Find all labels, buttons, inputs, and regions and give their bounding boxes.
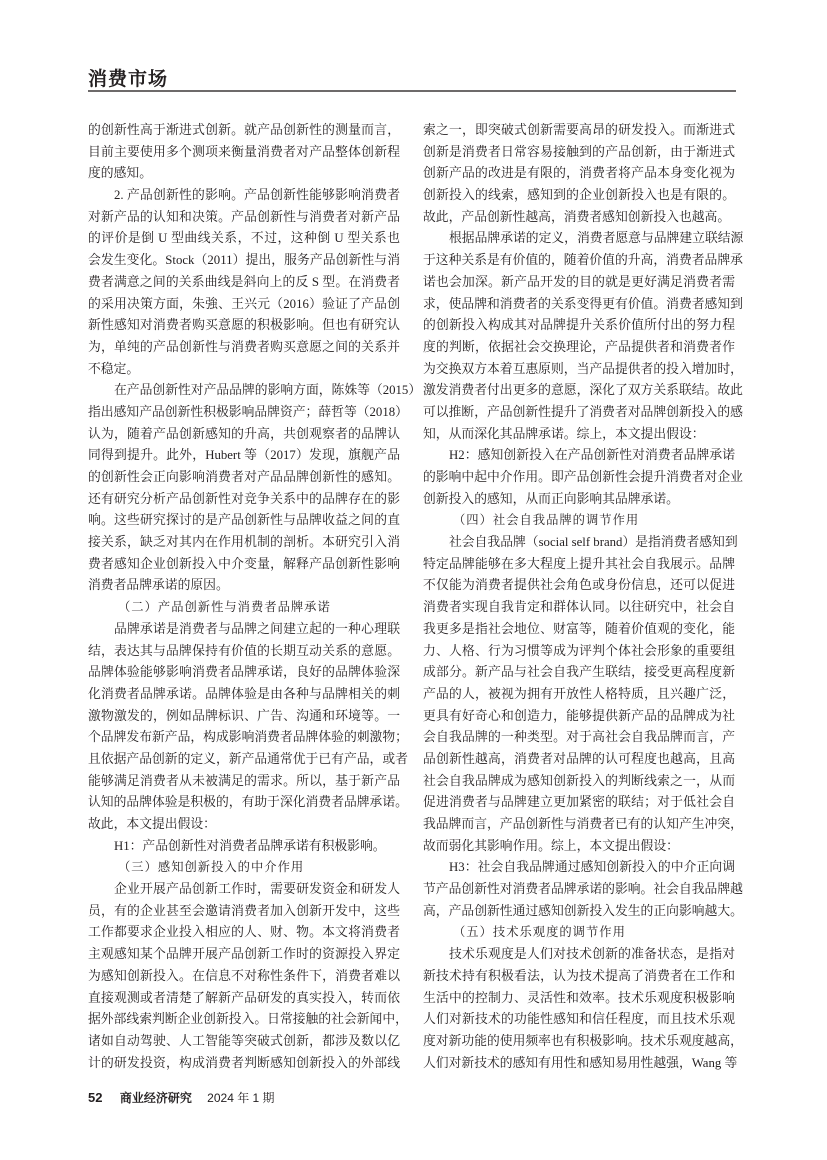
text-line: 认知的品牌体验是积极的，有助于深化消费者品牌承诺。 (88, 795, 408, 810)
paragraph (88, 836, 400, 858)
text-line: 品牌体验能够影响消费者品牌承诺，良好的品牌体验深 (88, 665, 400, 680)
page-footer (88, 1089, 275, 1106)
paragraph (88, 380, 422, 597)
text-line: 接关系，缺乏对其内在作用机制的剖析。本研究引入消 (88, 535, 400, 550)
paragraph (423, 944, 743, 1074)
text-line: 2. 产品创新性的影响。产品创新性能够影响消费者 (114, 188, 400, 203)
text-line: 求，使品牌和消费者的关系变得更有价值。消费者感知到 (423, 296, 743, 311)
text-line: 根据品牌承诺的定义，消费者愿意与品牌建立联结源 (449, 231, 744, 246)
text-line: 可以推断，产品创新性提升了消费者对品牌创新投入的感 (423, 404, 743, 419)
text-line: 故此，产品创新性越高，消费者感知创新投入也越高。 (423, 209, 731, 224)
text-line: 响。这些研究探讨的是产品创新性与品牌收益之间的直 (88, 513, 400, 528)
section-heading (88, 857, 400, 879)
text-line: 知，从而深化其品牌承诺。综上，本文提出假设： (423, 426, 705, 441)
left-column (88, 120, 422, 1074)
paragraph (423, 445, 743, 510)
text-line: 认为，随着产品创新感知的升高，共创观察者的品牌认 (88, 426, 400, 441)
paragraph (88, 185, 400, 380)
paragraph (423, 532, 743, 857)
text-line: 为感知创新投入。在信息不对称性条件下，消费者难以 (88, 968, 400, 983)
text-line: 节产品创新性对消费者品牌承诺的影响。社会自我品牌越 (423, 882, 743, 897)
text-line: 技术乐观度是人们对技术创新的准备状态，是指对 (449, 947, 735, 962)
text-line: 激物激发的，例如品牌标识、广告、沟通和环境等。一 (88, 708, 400, 723)
text-line: 目前主要使用多个测项来衡量消费者对产品整体创新程 (88, 144, 400, 159)
text-line: 个品牌发布新产品，构成影响消费者品牌体验的刺激物； (88, 730, 408, 745)
text-line: 社会自我品牌（social self brand）是指消费者感知到 (449, 535, 738, 550)
header-rule (88, 90, 736, 92)
text-line: 费者感知企业创新投入中介变量，解释产品创新性影响 (88, 556, 400, 571)
text-line: H1：产品创新性对消费者品牌承诺有积极影响。 (114, 838, 386, 853)
paragraph (423, 857, 743, 922)
text-line: 更具有好奇心和创造力，能够提供新产品的品牌成为社 (423, 708, 735, 723)
text-line: 力、人格、行为习惯等成为评判个体社会形象的重要组 (423, 643, 735, 658)
text-line: 费者满意之间的关系曲线是斜向上的反 S 型。在消费者 (88, 274, 400, 289)
text-line: 我品牌而言，产品创新性与消费者已有的认知产生冲突， (423, 817, 743, 831)
text-line: 直接观测或者清楚了解新产品研发的真实投入，转而依 (88, 990, 400, 1005)
section-heading (423, 922, 735, 944)
text-line: H3：社会自我品牌通过感知创新投入的中介正向调 (449, 860, 735, 875)
text-line: 同得到提升。此外，Hubert 等（2017）发现，旗舰产品 (88, 448, 400, 463)
text-line: 索之一，即突破式创新需要高昂的研发投入。而渐进式 (423, 123, 735, 137)
text-line: 在产品创新性对产品品牌的影响方面，陈姝等（2015） (114, 383, 422, 398)
text-line: 的创新性会正向影响消费者对产品品牌创新性的感知。 (88, 470, 400, 484)
text-line: 会发生变化。Stock（2011）提出，服务产品创新性与消 (88, 253, 400, 268)
text-line: 产品的人，被视为拥有开放性人格特质，且兴趣广泛， (423, 686, 735, 701)
text-line: 诺也会加深。新产品开发的目的就是更好满足消费者需 (423, 274, 735, 289)
text-line: 创新是消费者日常容易接触到的产品创新，由于渐进式 (423, 144, 735, 159)
text-line: 的创新投入构成其对品牌提升关系价值所付出的努力程 (423, 318, 735, 333)
text-line: （四）社会自我品牌的调节作用 (453, 513, 640, 528)
text-line: 的创新性高于渐进式创新。就产品创新性的测量而言， (88, 123, 400, 137)
text-line: 工作都要求企业投入相应的人、财、物。本文将消费者 (88, 925, 400, 940)
text-line: 员，有的企业甚至会邀请消费者加入创新开发中，这些 (88, 903, 400, 918)
text-line: H2：感知创新投入在产品创新性对消费者品牌承诺 (449, 448, 735, 463)
text-line: 度对新功能的使用频率也有积极影响。技术乐观度越高， (423, 1033, 743, 1048)
text-line: 指出感知产品创新性积极影响品牌资产；薛哲等（2018） (88, 404, 408, 419)
text-line: 计的研发投资，构成消费者判断感知创新投入的外部线 (88, 1055, 400, 1070)
text-line: 能够满足消费者从未被满足的需求。所以，基于新产品 (88, 773, 400, 788)
text-line: 还有研究分析产品创新性对竞争关系中的品牌存在的影 (88, 491, 400, 506)
text-line: 且依据产品创新的定义，新产品通常优于已有产品，或者 (88, 751, 408, 766)
text-line: 促进消费者与品牌建立更加紧密的联结；对于低社会自 (423, 795, 735, 810)
text-line: 会自我品牌的一种类型。对于高社会自我品牌而言，产 (423, 730, 735, 745)
text-line: 消费者实现自我肯定和群体认同。以往研究中，社会自 (423, 600, 735, 615)
issue-label: 2024 年 1 期 (207, 1091, 275, 1105)
right-column (423, 120, 744, 1074)
text-line: 的影响中起中介作用。即产品创新性会提升消费者对企业 (423, 470, 743, 484)
text-line: 企业开展产品创新工作时，需要研发资金和研发人 (114, 882, 400, 897)
text-line: 据外部线索判断企业创新投入。日常接触的社会新闻中， (88, 1012, 408, 1027)
text-line: 的采用决策方面，朱強、王兴元（2016）验证了产品创 (88, 296, 400, 311)
text-line: 度的判断，依据社会交换理论，产品提供者和消费者作 (423, 339, 735, 354)
text-line: 不稳定。 (88, 361, 140, 376)
text-line: 的评价是倒 U 型曲线关系，不过，这种倒 U 型关系也 (88, 231, 400, 246)
text-line: （三）感知创新投入的中介作用 (118, 860, 305, 875)
section-heading (423, 510, 735, 532)
paragraph (88, 619, 408, 836)
text-line: 为交换双方本着互惠原则，当产品提供者的投入增加时， (423, 361, 743, 376)
text-line: 消费者品牌承诺的原因。 (88, 578, 229, 593)
text-line: 故此，本文提出假设： (88, 817, 216, 831)
text-line: 我更多是指社会地位、财富等，随着价值观的变化，能 (423, 621, 735, 636)
section-heading (88, 597, 400, 619)
text-line: （二）产品创新性与消费者品牌承诺 (118, 600, 331, 615)
section-title: 消费市场 (88, 69, 169, 90)
text-line: 品创新性越高，消费者对品牌的认可程度也越高，且高 (423, 751, 735, 766)
text-line: 人们对新技术的感知有用性和感知易用性越强，Wang 等 (423, 1055, 738, 1070)
text-line: 社会自我品牌成为感知创新投入的判断线索之一，从而 (423, 773, 735, 788)
text-line: 为，单纯的产品创新性与消费者购买意愿之间的关系并 (88, 339, 400, 354)
text-line: 品牌承诺是消费者与品牌之间建立起的一种心理联 (114, 621, 400, 636)
text-line: 诸如自动驾驶、人工智能等突破式创新，都涉及数以亿 (88, 1033, 400, 1048)
journal-name: 商业经济研究 (119, 1091, 192, 1105)
text-line: 新技术持有积极看法，认为技术提高了消费者在工作和 (423, 968, 735, 983)
text-line: 激发消费者付出更多的意愿，深化了双方关系联结。故此 (423, 383, 743, 398)
text-line: 化消费者品牌承诺。品牌体验是由各种与品牌相关的刺 (88, 686, 400, 701)
text-line: （五）技术乐观度的调节作用 (453, 925, 626, 940)
text-line: 生活中的控制力、灵活性和效率。技术乐观度积极影响 (423, 990, 735, 1005)
text-line: 人们对新技术的功能性感知和信任程度，而且技术乐观 (423, 1012, 735, 1027)
text-line: 新性感知对消费者购买意愿的积极影响。但也有研究认 (88, 318, 400, 333)
text-line: 创新投入的线索，感知到的企业创新投入也是有限的。 (423, 188, 735, 203)
text-line: 特定品牌能够在多大程度上提升其社会自我展示。品牌 (423, 556, 735, 571)
text-line: 结，表达其与品牌保持有价值的长期互动关系的意愿。 (88, 643, 400, 658)
text-line: 创新产品的改进是有限的，消费者将产品本身变化视为 (423, 166, 735, 181)
text-line: 高，产品创新性通过感知创新投入发生的正向影响越大。 (423, 903, 743, 918)
page-number: 52 (88, 1090, 103, 1105)
paragraph (423, 120, 735, 228)
text-line: 不仅能为消费者提供社会角色或身份信息，还可以促进 (423, 578, 735, 593)
text-line: 于这种关系是有价值的，随着价值的升高，消费者品牌承 (423, 253, 743, 268)
text-line: 主观感知某个品牌开展产品创新工作时的资源投入界定 (88, 947, 400, 962)
text-line: 故而弱化其影响作用。综上，本文提出假设： (423, 838, 679, 853)
text-line: 度的感知。 (88, 166, 152, 181)
paragraph (88, 120, 400, 185)
text-line: 创新投入的感知，从而正向影响其品牌承诺。 (423, 491, 679, 506)
text-line: 成部分。新产品与社会自我产生联结，接受更高程度新 (423, 665, 735, 680)
text-line: 对新产品的认知和决策。产品创新性与消费者对新产品 (88, 209, 400, 224)
paragraph (88, 879, 408, 1074)
paragraph (423, 228, 744, 445)
